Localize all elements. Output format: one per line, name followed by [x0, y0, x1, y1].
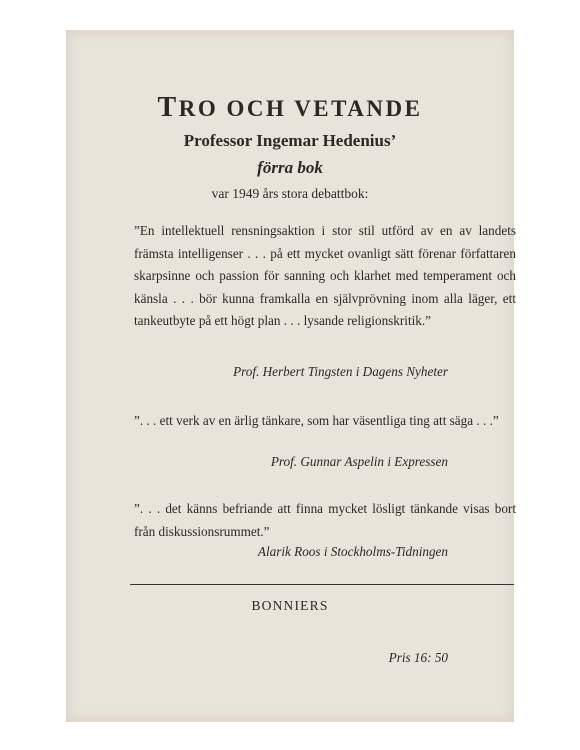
- title-rest: RO OCH VETANDE: [178, 96, 423, 121]
- author-line: Professor Ingemar Hedenius’: [183, 131, 397, 150]
- publisher-name: BONNIERS: [251, 598, 329, 613]
- review-source-3: Alarik Roos i Stockholms-Tidningen: [257, 544, 448, 559]
- price-label: Pris 16: 50: [388, 650, 448, 665]
- debate-book-line: var 1949 års stora debattbok:: [211, 186, 369, 201]
- review-quote-3: ”. . . det känns befriande att finna mycket lösligt tänkande visas bort från diskussionsrummet.”: [134, 501, 516, 539]
- review-quote-2: ”. . . ett verk av en ärlig tänkare, som har väsentliga ting att säga . . .”: [134, 413, 499, 428]
- book-title: [66, 92, 514, 124]
- divider-rule: [130, 584, 514, 585]
- title-initial: T: [157, 92, 179, 123]
- review-quote-1: ”En intellektuell rensningsaktion i stor stil utförd av en av landets främsta intelligenser . . . på ett mycket ovanligt sätt förenar författaren skarpsinne och passion för sanning och klarhet med temperament och känsla . . . bör kunna framkalla en självprövning inom alla läger, ett tankeutbyte på ett högt plan . . . lysande religionskritik.”: [134, 223, 516, 328]
- review-source-1: Prof. Herbert Tingsten i Dagens Nyheter: [233, 364, 448, 379]
- previous-book-line: förra bok: [257, 158, 323, 177]
- review-source-2: Prof. Gunnar Aspelin i Expressen: [270, 454, 448, 469]
- book-back-cover: [66, 30, 514, 722]
